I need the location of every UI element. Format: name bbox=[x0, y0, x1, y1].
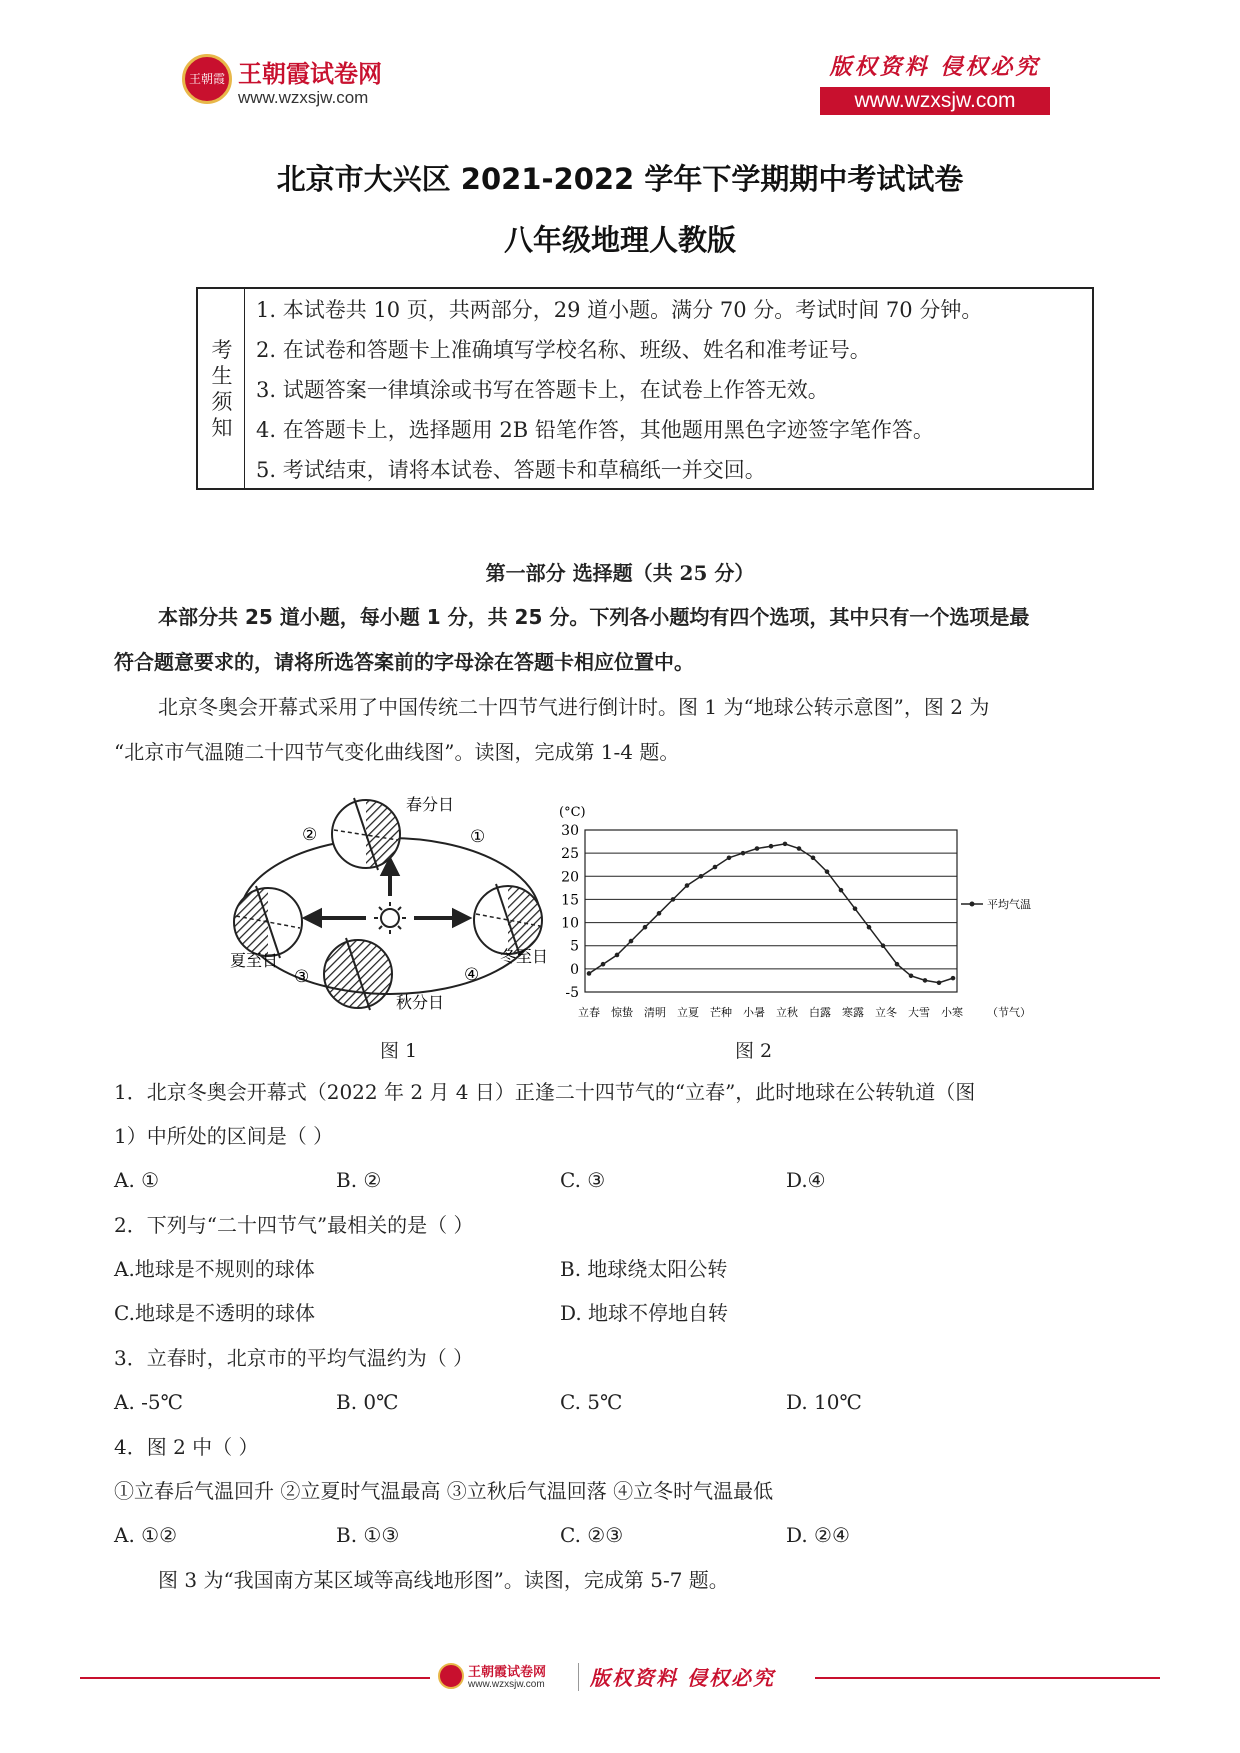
data-point bbox=[881, 943, 886, 948]
x-tick-label: 立夏 bbox=[677, 1006, 699, 1019]
footer-seal-icon bbox=[438, 1663, 464, 1689]
q1-option-b: B. ② bbox=[336, 1168, 382, 1192]
y-tick-label: 25 bbox=[561, 846, 579, 863]
copyright-banner bbox=[820, 50, 1050, 115]
data-point bbox=[587, 971, 592, 976]
data-point bbox=[671, 897, 676, 902]
x-tick-label: 白露 bbox=[809, 1006, 831, 1019]
question-3-stem: 3．立春时，北京市的平均气温约为（ ） bbox=[114, 1346, 474, 1370]
data-point bbox=[713, 865, 718, 870]
data-point bbox=[741, 851, 746, 856]
q2-option-c: C.地球是不透明的球体 bbox=[114, 1301, 315, 1325]
q1-option-d: D.④ bbox=[786, 1168, 826, 1192]
question-1-stem-cont: 1）中所处的区间是（ ） bbox=[114, 1124, 334, 1148]
x-tick-label: 清明 bbox=[644, 1006, 666, 1019]
q3-option-b: B. 0℃ bbox=[336, 1390, 399, 1414]
q1-option-a: A. ① bbox=[114, 1168, 160, 1192]
footer-logo-name: 王朝霞试卷网 bbox=[468, 1665, 547, 1680]
q2-option-b: B. 地球绕太阳公转 bbox=[560, 1257, 728, 1281]
y-tick-label: 30 bbox=[561, 823, 579, 839]
chart-ylabel: (°C) bbox=[559, 805, 586, 820]
question-2-stem: 2．下列与“二十四节气”最相关的是（ ） bbox=[114, 1213, 474, 1237]
data-point bbox=[629, 939, 634, 944]
x-tick-label: 惊蛰 bbox=[611, 1006, 633, 1019]
page-title: 北京市大兴区 2021-2022 学年下学期期中考试试卷 bbox=[276, 162, 964, 196]
question-4-stem: 4．图 2 中（ ） bbox=[114, 1435, 259, 1459]
earth-revolution-diagram bbox=[230, 786, 560, 1026]
data-point bbox=[853, 906, 858, 911]
data-point bbox=[937, 980, 942, 985]
x-tick-label: 大雪 bbox=[908, 1006, 930, 1019]
data-point bbox=[839, 888, 844, 893]
notice-item: 2. 在试卷和答题卡上准确填写学校名称、班级、姓名和准考证号。 bbox=[256, 338, 871, 362]
earth-autumn-equinox bbox=[324, 938, 392, 1010]
copyright-url: www.wzxsjw.com bbox=[820, 87, 1050, 115]
data-point bbox=[685, 883, 690, 888]
data-point bbox=[699, 874, 704, 879]
data-point bbox=[601, 962, 606, 967]
q1-option-c: C. ③ bbox=[560, 1168, 606, 1192]
section-intro-line: 符合题意要求的，请将所选答案前的字母涂在答题卡相应位置中。 bbox=[114, 650, 694, 674]
q2-option-d: D. 地球不停地自转 bbox=[560, 1301, 729, 1325]
copyright-text: 版权资料 侵权必究 bbox=[829, 54, 1041, 80]
data-point bbox=[867, 925, 872, 930]
q4-option-a: A. ①② bbox=[114, 1523, 178, 1547]
data-point bbox=[895, 962, 900, 967]
q2-option-a: A.地球是不规则的球体 bbox=[114, 1257, 315, 1281]
x-tick-label: 芒种 bbox=[710, 1006, 732, 1019]
orbit-segment-1: ① bbox=[470, 827, 486, 847]
q3-option-c: C. 5℃ bbox=[560, 1390, 623, 1414]
data-point bbox=[811, 855, 816, 860]
sun-icon bbox=[374, 902, 406, 934]
next-section-intro: 图 3 为“我国南方某区域等高线地形图”。读图，完成第 5-7 题。 bbox=[158, 1568, 729, 1592]
earth-summer-solstice bbox=[234, 886, 302, 958]
question-1-stem: 1．北京冬奥会开幕式（2022 年 2 月 4 日）正逢二十四节气的“立春”，此时地球在公转轨道（图 bbox=[114, 1080, 976, 1104]
footer-logo bbox=[438, 1659, 578, 1695]
data-point bbox=[923, 978, 928, 983]
q4-option-b: B. ①③ bbox=[336, 1523, 400, 1547]
y-tick-label: 20 bbox=[561, 869, 579, 886]
orbit-segment-2: ② bbox=[302, 825, 318, 845]
notice-item: 3. 试题答案一律填涂或书写在答题卡上，在试卷上作答无效。 bbox=[256, 378, 829, 402]
q4-option-d: D. ②④ bbox=[786, 1523, 850, 1547]
label-spring-equinox: 春分日 bbox=[406, 795, 455, 814]
data-point bbox=[951, 976, 956, 981]
earth-spring-equinox bbox=[332, 798, 400, 870]
data-point bbox=[615, 953, 620, 958]
data-point bbox=[769, 844, 774, 849]
chart-xlabel: （节气） bbox=[987, 1006, 1031, 1019]
data-point bbox=[825, 869, 830, 874]
footer-logo-url: www.wzxsjw.com bbox=[468, 1679, 545, 1690]
footer-separator bbox=[578, 1663, 579, 1691]
figure1-caption: 图 1 bbox=[380, 1040, 418, 1062]
notice-label: 考生须知 bbox=[211, 338, 233, 440]
orbit-segment-4: ④ bbox=[464, 965, 480, 985]
figure2-caption: 图 2 bbox=[735, 1040, 773, 1062]
footer-copyright: 版权资料 侵权必究 bbox=[590, 1666, 775, 1690]
exam-notice-box bbox=[196, 287, 1094, 490]
site-logo bbox=[182, 52, 412, 114]
x-tick-label: 立春 bbox=[578, 1006, 600, 1019]
y-tick-label: 0 bbox=[570, 961, 579, 978]
data-point bbox=[755, 846, 760, 851]
notice-item: 5. 考试结束，请将本试卷、答题卡和草稿纸一并交回。 bbox=[256, 458, 766, 482]
context-line: 北京冬奥会开幕式采用了中国传统二十四节气进行倒计时。图 1 为“地球公转示意图”，图 2 为 bbox=[158, 695, 990, 719]
data-point bbox=[909, 974, 914, 979]
y-tick-label: 15 bbox=[561, 892, 579, 909]
label-autumn-equinox: 秋分日 bbox=[396, 993, 445, 1012]
series-line bbox=[589, 844, 953, 983]
y-tick-label: 5 bbox=[570, 938, 579, 955]
q3-option-d: D. 10℃ bbox=[786, 1390, 862, 1414]
section-title: 第一部分 选择题（共 25 分） bbox=[485, 561, 755, 585]
data-point bbox=[657, 911, 662, 916]
label-winter-solstice: 冬至日 bbox=[500, 947, 549, 966]
notice-label-cell bbox=[198, 289, 245, 488]
notice-list bbox=[256, 295, 982, 495]
page-footer bbox=[0, 1657, 1240, 1697]
data-point bbox=[783, 842, 788, 847]
data-point bbox=[727, 855, 732, 860]
notice-item: 4. 在答题卡上，选择题用 2B 铅笔作答，其他题用黑色字迹签字笔作答。 bbox=[256, 418, 934, 442]
q4-option-c: C. ②③ bbox=[560, 1523, 624, 1547]
x-tick-label: 立冬 bbox=[875, 1006, 897, 1019]
y-tick-label: 10 bbox=[561, 915, 579, 932]
legend-label: 平均气温 bbox=[987, 898, 1031, 911]
data-point bbox=[643, 925, 648, 930]
x-tick-label: 立秋 bbox=[776, 1006, 798, 1019]
x-tick-label: 小寒 bbox=[941, 1006, 963, 1019]
orbit-segment-3: ③ bbox=[294, 967, 310, 987]
temperature-chart bbox=[545, 792, 1065, 1030]
context-line: “北京市气温随二十四节气变化曲线图”。读图，完成第 1-4 题。 bbox=[114, 740, 680, 764]
question-4-statements: ①立春后气温回升 ②立夏时气温最高 ③立秋后气温回落 ④立冬时气温最低 bbox=[114, 1479, 774, 1503]
footer-divider bbox=[815, 1677, 1160, 1679]
logo-url: www.wzxsjw.com bbox=[238, 88, 369, 107]
q3-option-a: A. -5℃ bbox=[114, 1390, 184, 1414]
data-point bbox=[797, 846, 802, 851]
chart-legend bbox=[961, 897, 1031, 911]
logo-seal-icon: 王朝霞 bbox=[182, 54, 232, 104]
notice-item: 1. 本试卷共 10 页，共两部分，29 道小题。满分 70 分。考试时间 70 分钟。 bbox=[256, 298, 983, 322]
earth-winter-solstice bbox=[474, 884, 542, 956]
section-intro-line: 本部分共 25 道小题，每小题 1 分，共 25 分。下列各小题均有四个选项，其中只有一个选项是最 bbox=[158, 605, 1030, 629]
logo-name: 王朝霞试卷网 bbox=[238, 60, 382, 88]
label-summer-solstice: 夏至日 bbox=[230, 951, 279, 970]
y-tick-label: -5 bbox=[565, 985, 579, 1001]
x-tick-label: 寒露 bbox=[842, 1006, 864, 1019]
page-subtitle: 八年级地理人教版 bbox=[503, 223, 736, 257]
footer-divider bbox=[80, 1677, 430, 1679]
x-tick-label: 小暑 bbox=[743, 1006, 765, 1019]
